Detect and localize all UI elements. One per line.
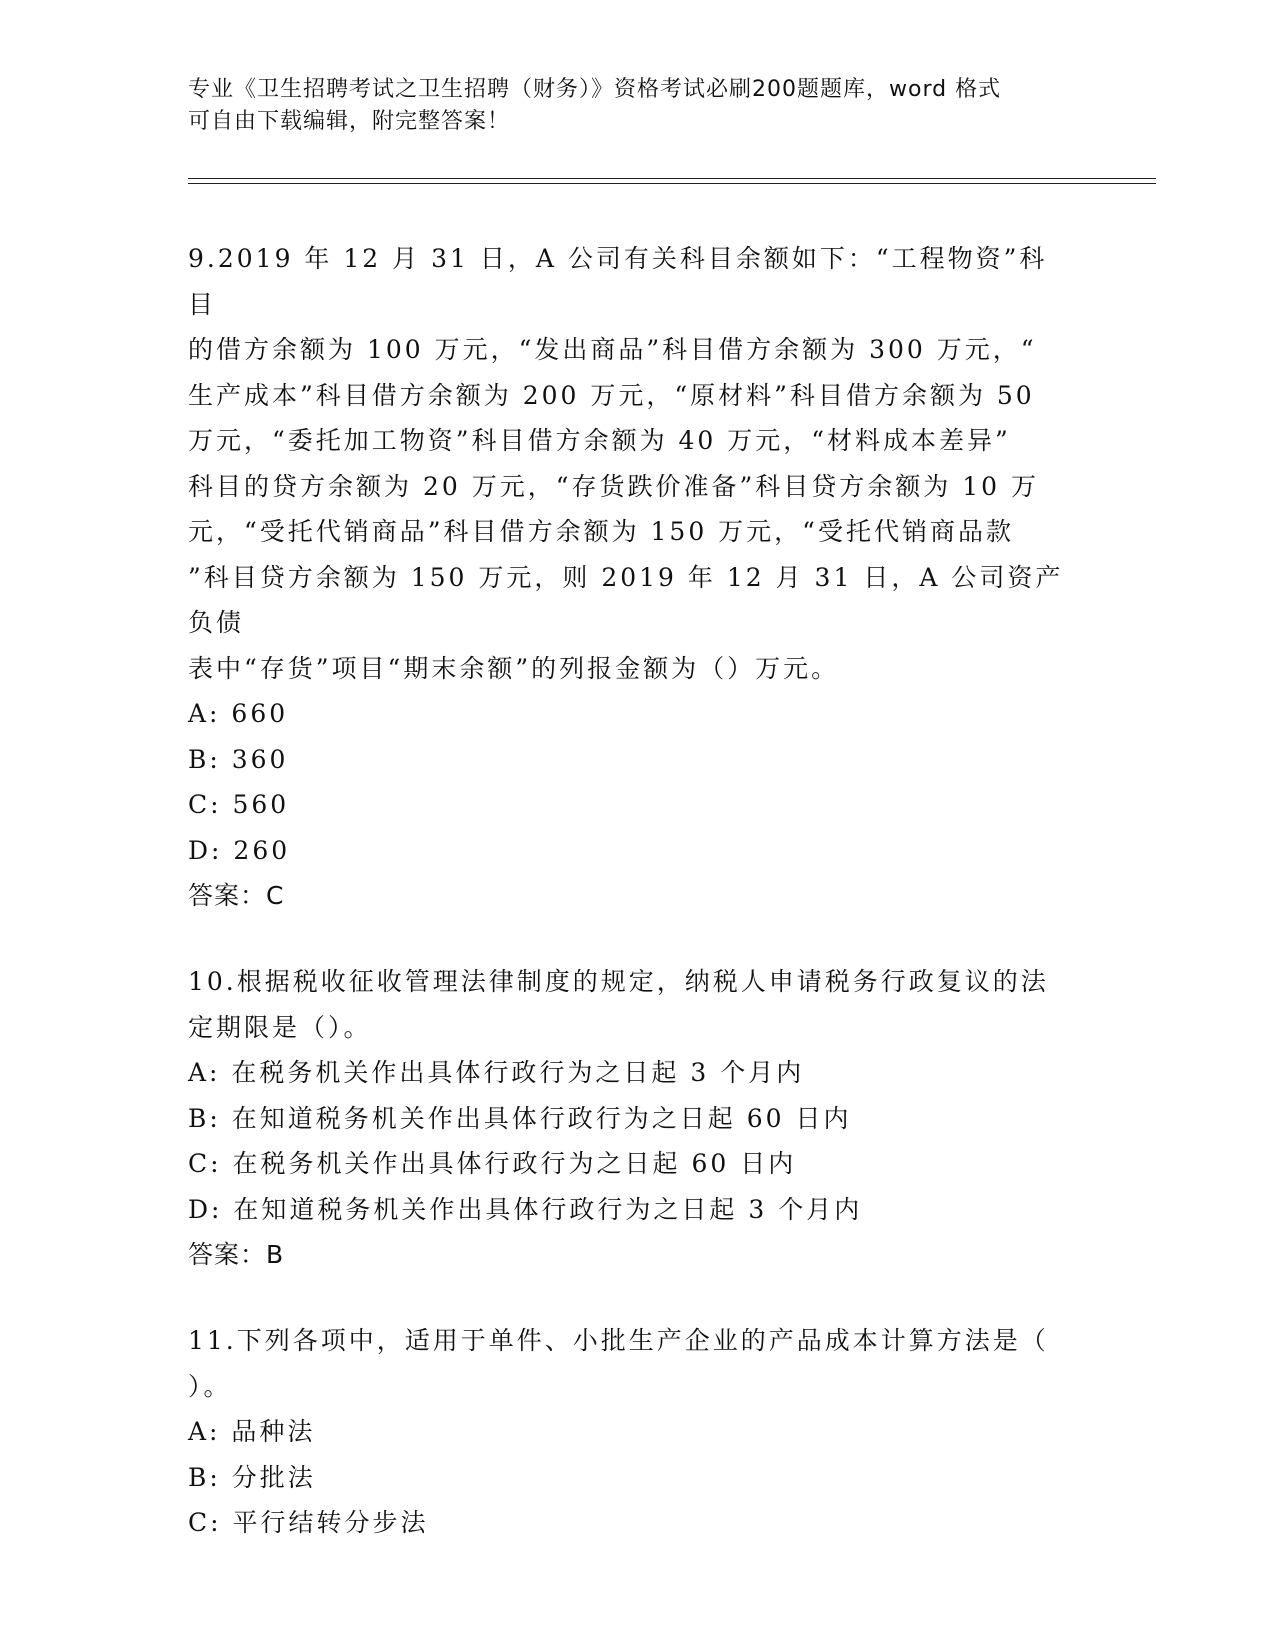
question-stem-line: 元，“受托代销商品”科目借方余额为 150 万元，“受托代销商品款 [188,517,1014,546]
question-stem-line: 表中“存货”项目“期末余额”的列报金额为（）万元。 [188,653,840,683]
question-stem-line: 10.根据税收征收管理法律制度的规定，纳税人申请税务行政复议的法 [188,967,1049,996]
option-a: A: 品种法 [188,1417,316,1446]
question-stem-line: 的借方余额为 100 万元，“发出商品”科目借方余额为 300 万元，“ [188,335,1037,364]
option-c: C: 在税务机关作出具体行政行为之日起 60 日内 [188,1149,797,1178]
question-stem-line: 定期限是（）。 [188,1012,372,1042]
question-9 [188,236,1068,919]
question-stem-line: 9.2019 年 12 月 31 日，A 公司有关科目余额如下：“工程物资”科目 [188,244,1048,319]
option-b: B: 分批法 [188,1462,316,1492]
option-d: D: 260 [188,835,291,865]
question-11 [188,1318,1068,1546]
question-list [188,236,1068,1586]
question-10 [188,959,1068,1278]
question-stem-line: 科目的贷方余额为 20 万元，“存货跌价准备”科目贷方余额为 10 万 [188,471,1039,501]
option-c: C: 平行结转分步法 [188,1508,429,1537]
question-stem-line: ）。 [188,1371,232,1401]
answer-line: 答案：C [188,881,285,910]
question-stem-line: 11.下列各项中，适用于单件、小批生产企业的产品成本计算方法是（ [188,1326,1049,1355]
header-divider-top [188,178,1156,179]
header-line-1: 专业《卫生招聘考试之卫生招聘（财务）》资格考试必刷200题题库，word 格式 [188,77,1002,102]
question-stem-line: 生产成本”科目借方余额为 200 万元，“原材料”科目借方余额为 50 [188,380,1035,410]
option-b: B: 在知道税务机关作出具体行政行为之日起 60 日内 [188,1103,852,1133]
option-d: D: 在知道税务机关作出具体行政行为之日起 3 个月内 [188,1194,863,1224]
option-c: C: 560 [188,790,290,819]
option-a: A: 660 [188,699,289,728]
header-divider-bottom [188,183,1156,184]
question-stem-line: 万元，“委托加工物资”科目借方余额为 40 万元，“材料成本差异” [188,426,1011,455]
answer-line: 答案：B [188,1240,285,1269]
document-header [188,74,1068,138]
header-line-2: 可自由下载编辑，附完整答案！ [188,109,511,134]
question-stem-line: ”科目贷方余额为 150 万元，则 2019 年 12 月 31 日，A 公司资产负债 [188,562,1064,637]
option-b: B: 360 [188,744,289,774]
option-a: A: 在税务机关作出具体行政行为之日起 3 个月内 [188,1058,805,1087]
